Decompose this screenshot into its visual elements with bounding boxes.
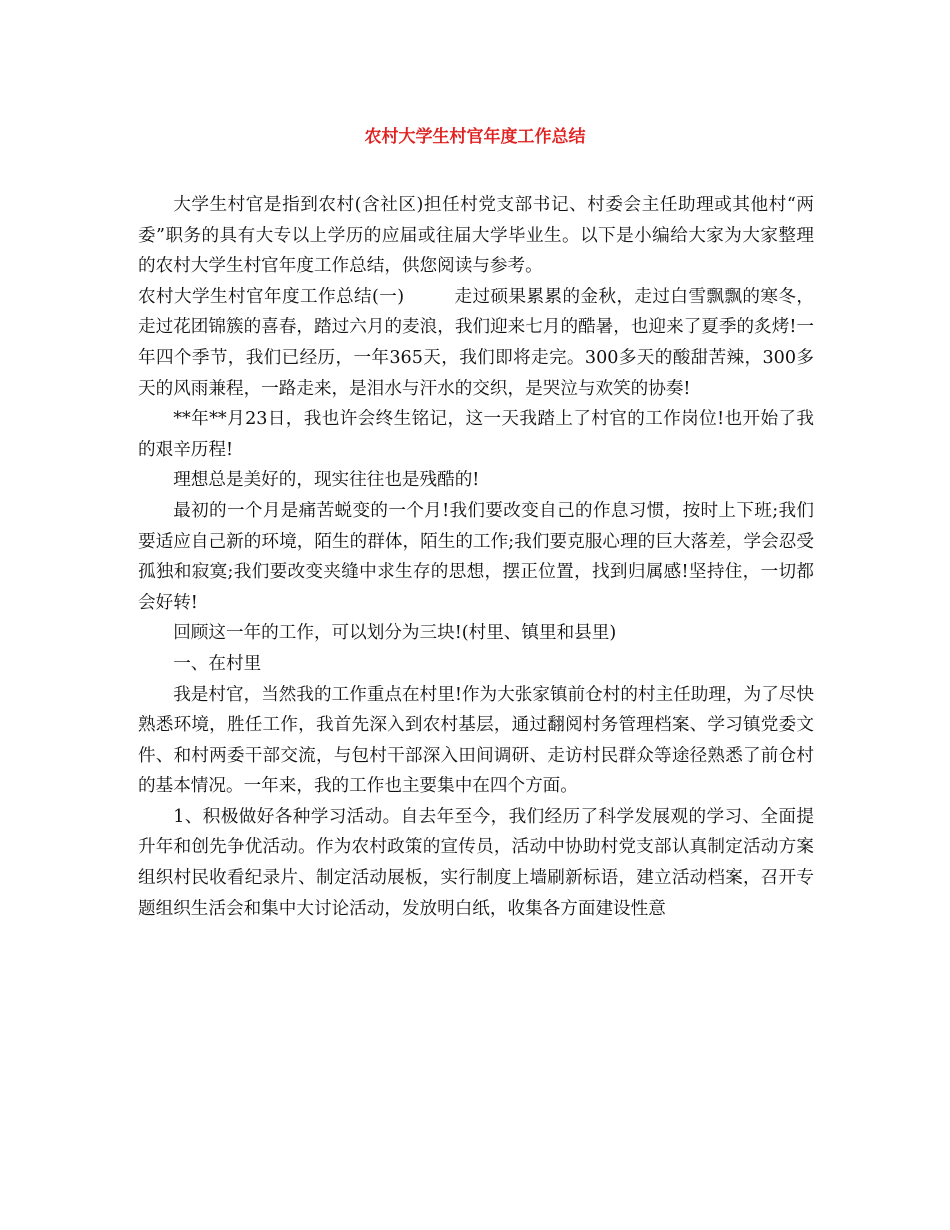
- paragraph-first-month: 最初的一个月是痛苦蜕变的一个月!我们要改变自己的作息习惯，按时上下班;我们要适应自己新的环境，陌生的群体，陌生的工作;我们要克服心理的巨大落差，学会忍受孤独和寂寞;我们要改变夹缝中求生存的思想，摆正位置，找到归属感!坚持住，一切都会好转!: [138, 500, 814, 613]
- document-body: [138, 190, 814, 924]
- document-title: 农村大学生村官年度工作总结: [364, 127, 586, 147]
- paragraph-ideal: 理想总是美好的，现实往往也是残酷的!: [173, 470, 480, 491]
- paragraph-intro: 大学生村官是指到农村(含社区)担任村党支部书记、村委会主任助理或其他村“两委”职务的具有大专以上学历的应届或往届大学毕业生。以下是小编给大家为大家整理的农村大学生村官年度工作总结，供您阅读与参考。: [138, 195, 814, 277]
- paragraph-village-work: 我是村官，当然我的工作重点在村里!作为大张家镇前仓村的村主任助理，为了尽快熟悉环境，胜任工作，我首先深入到农村基层，通过翻阅村务管理档案、学习镇党委文件、和村两委干部交流，与包村干部深入田间调研、走访村民群众等途径熟悉了前仓村的基本情况。一年来，我的工作也主要集中在四个方面。: [138, 684, 814, 797]
- paragraph-heading-village: 一、在村里: [173, 653, 262, 674]
- paragraph-review: 回顾这一年的工作，可以划分为三块!(村里、镇里和县里): [173, 623, 617, 644]
- section-heading: 农村大学生村官年度工作总结(一): [138, 286, 405, 307]
- paragraph-part-one: [138, 282, 814, 404]
- paragraph-seasons: 走过硕果累累的金秋，走过白雪飘飘的寒冬，走过花团锦簇的喜春，踏过六月的麦浪，我们迎来七月的酷暑，也迎来了夏季的炙烤!一年四个季节，我们已经历，一年365天，我们即将走完。300多天的酸甜苦辣，300多天的风雨兼程，一路走来，是泪水与汗水的交织，是哭泣与欢笑的协奏!: [138, 286, 814, 399]
- paragraph-study-activities: 1、积极做好各种学习活动。自去年至今，我们经历了科学发展观的学习、全面提升年和创先争优活动。作为农村政策的宣传员，活动中协助村党支部认真制定活动方案组织村民收看纪录片、制定活动展板，实行制度上墙刷新标语，建立活动档案，召开专题组织生活会和集中大讨论活动，发放明白纸，收集各方面建设性意: [138, 806, 814, 919]
- paragraph-date: **年**月23日，我也许会终生铭记，这一天我踏上了村官的工作岗位!也开始了我的艰辛历程!: [138, 409, 814, 460]
